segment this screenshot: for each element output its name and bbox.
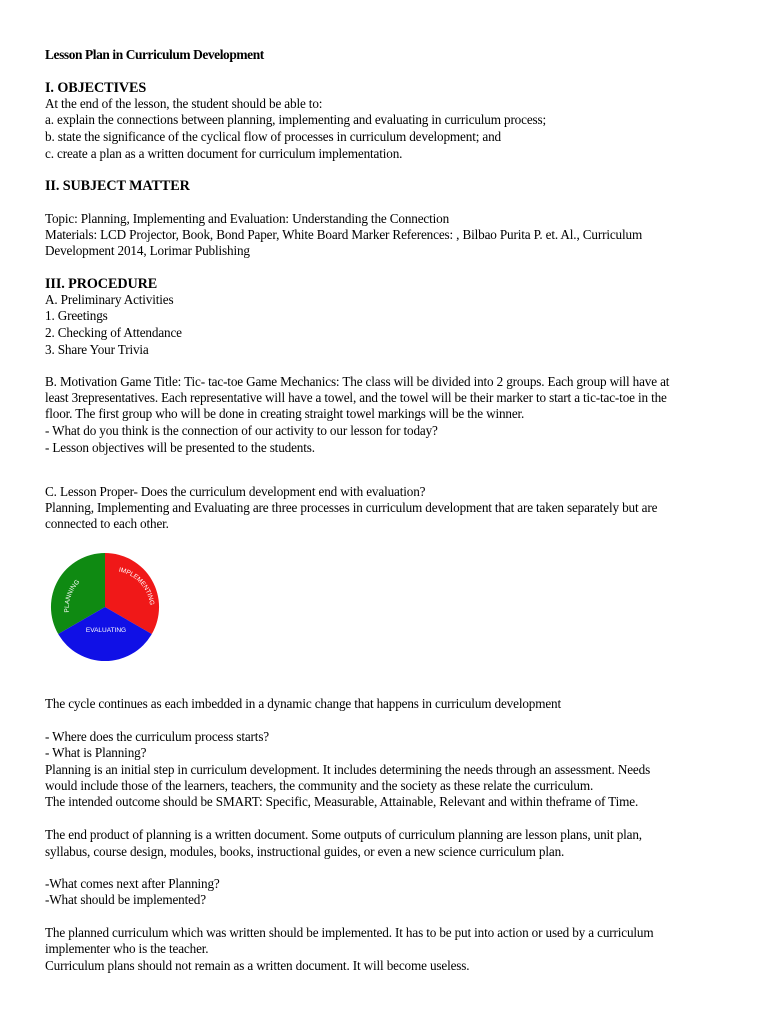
planning-block-line: - What is Planning? (45, 745, 147, 760)
materials-line: Development 2014, Lorimar Publishing (45, 243, 250, 258)
motivation-line: - What do you think is the connection of our activity to our lesson for today? (45, 423, 438, 438)
curriculum-cycle-diagram (49, 551, 161, 663)
materials-line: Materials: LCD Projector, Book, Bond Paper, White Board Marker References: , Bilbao Purita P. et. Al., Curriculum (45, 227, 643, 242)
planning-block-line: would include those of the learners, teachers, the community and the society as these relate the curriculum. (45, 778, 594, 793)
objective-item: a. explain the connections between planning, implementing and evaluating in curriculum process; (45, 112, 547, 127)
objectives-intro: At the end of the lesson, the student should be able to: (45, 96, 323, 111)
implemented-line: The planned curriculum which was written should be implemented. It has to be put into action or used by a curriculum (45, 925, 654, 940)
end-product-line: The end product of planning is a written document. Some outputs of curriculum planning are lesson plans, unit plan, (45, 827, 642, 842)
preliminary-line: A. Preliminary Activities (45, 292, 174, 307)
evaluating-label: EVALUATING (85, 627, 127, 634)
cycle-text: The cycle continues as each imbedded in a dynamic change that happens in curriculum development (45, 696, 561, 711)
planning-block-line: The intended outcome should be SMART: Specific, Measurable, Attainable, Relevant and within theframe of Time. (45, 794, 639, 809)
lesson-proper-line: connected to each other. (45, 516, 169, 531)
motivation-line: least 3representatives. Each representative will have a towel, and the towel will be their marker to start a tic-tac-toe in the (45, 390, 667, 405)
objectives-heading: I. OBJECTIVES (45, 80, 147, 96)
planning-label: PLANNING (63, 578, 82, 613)
motivation-line: - Lesson objectives will be presented to the students. (45, 440, 315, 455)
objective-item: b. state the significance of the cyclical flow of processes in curriculum development; and (45, 129, 501, 144)
next-question-line: -What should be implemented? (45, 892, 206, 907)
objective-item: c. create a plan as a written document for curriculum implementation. (45, 146, 403, 161)
planning-block-line: - Where does the curriculum process starts? (45, 729, 270, 744)
procedure-heading: III. PROCEDURE (45, 276, 158, 292)
planning-block-line: Planning is an initial step in curriculum development. It includes determining the needs through an assessment. Needs (45, 762, 651, 777)
preliminary-line: 2. Checking of Attendance (45, 325, 182, 340)
lesson-proper-line: C. Lesson Proper- Does the curriculum development end with evaluation? (45, 484, 426, 499)
motivation-line: floor. The first group who will be done in creating straight towel markings will be the winner. (45, 406, 525, 421)
document-title: Lesson Plan in Curriculum Development (45, 47, 264, 62)
implementing-label: IMPLEMENTING (118, 566, 156, 606)
preliminary-line: 1. Greetings (45, 308, 108, 323)
preliminary-line: 3. Share Your Trivia (45, 342, 149, 357)
lesson-proper-line: Planning, Implementing and Evaluating are three processes in curriculum development that are taken separately but are (45, 500, 658, 515)
next-question-line: -What comes next after Planning? (45, 876, 220, 891)
topic-line: Topic: Planning, Implementing and Evaluation: Understanding the Connection (45, 211, 450, 226)
implemented-line: implementer who is the teacher. (45, 941, 209, 956)
motivation-line: B. Motivation Game Title: Tic- tac-toe Game Mechanics: The class will be divided into 2 groups. Each group will have at (45, 374, 670, 389)
implemented-line: Curriculum plans should not remain as a written document. It will become useless. (45, 958, 470, 973)
end-product-line: syllabus, course design, modules, books, instructional guides, or even a new science curriculum plan. (45, 844, 565, 859)
subject-matter-heading: II. SUBJECT MATTER (45, 178, 190, 194)
